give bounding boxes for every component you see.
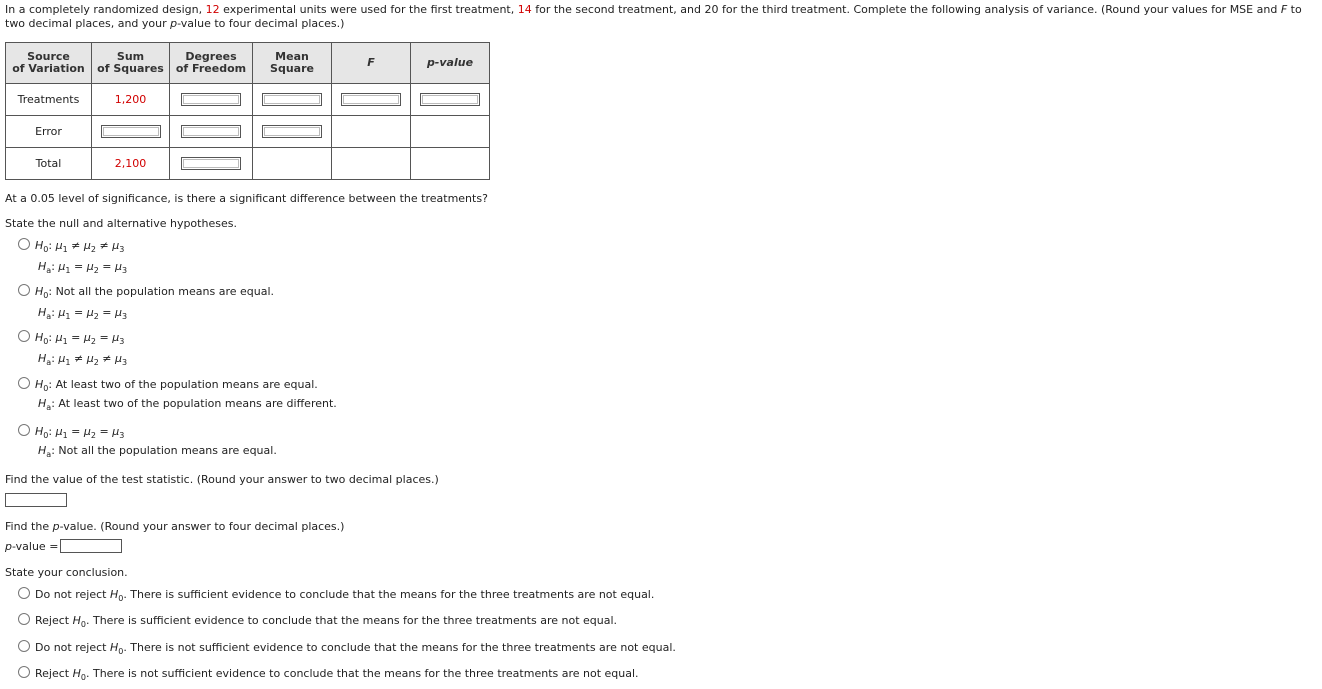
- radio-icon[interactable]: [18, 424, 30, 436]
- conclusion-option-4[interactable]: Reject $H_0$. There is not sufficient evidence to conclude that the means for the three treatments are not equal.: [18, 666, 639, 680]
- hypothesis-option-4[interactable]: $H_0$: At least two of the population means are equal.: [18, 377, 318, 391]
- hypothesis-option-4-alt: $H_a$: At least two of the population means are different.: [38, 397, 337, 412]
- radio-icon[interactable]: [18, 377, 30, 389]
- hypothesis-option-1[interactable]: $H_0$: $\mu_1 \ne \mu_2 \ne \mu_3$: [18, 238, 124, 252]
- header-df: Degrees of Freedom: [170, 43, 253, 84]
- treatments-label: Treatments: [6, 84, 92, 116]
- pvalue-label: p-value =: [5, 540, 59, 553]
- header-source: Source of Variation: [6, 43, 92, 84]
- question-intro: In a completely randomized design, 12 experimental units were used for the first treatment, 14 for the second treatment, and 20 for the third treatment. Complete the following analysis of variance. (Round your values for MSE and F to two decimal places, and your p-value to four decimal places.): [5, 3, 1302, 30]
- hypothesis-option-2[interactable]: $H_0$: Not all the population means are equal.: [18, 284, 274, 298]
- total-ss: 2,100: [92, 148, 170, 180]
- hypothesis-option-3[interactable]: $H_0$: $\mu_1 = \mu_2 = \mu_3$: [18, 330, 124, 344]
- n2-value: 14: [517, 3, 532, 16]
- header-f: F: [332, 43, 411, 84]
- radio-icon[interactable]: [18, 613, 30, 625]
- radio-icon[interactable]: [18, 238, 30, 250]
- table-row-error: [6, 116, 490, 148]
- error-label: Error: [6, 116, 92, 148]
- test-stat-question: Find the value of the test statistic. (Round your answer to two decimal places.): [5, 473, 439, 486]
- error-ss-input[interactable]: [101, 125, 161, 138]
- radio-icon[interactable]: [18, 330, 30, 342]
- f-input[interactable]: [341, 93, 401, 106]
- anova-table: [5, 42, 490, 180]
- table-pvalue-input[interactable]: [420, 93, 480, 106]
- radio-icon[interactable]: [18, 587, 30, 599]
- treatments-ms-input[interactable]: [262, 93, 322, 106]
- treatments-ss: 1,200: [92, 84, 170, 116]
- header-ss: Sum of Squares: [92, 43, 170, 84]
- pvalue-question: Find the p-value. (Round your answer to four decimal places.): [5, 520, 345, 533]
- conclusion-option-3[interactable]: Do not reject $H_0$. There is not sufficient evidence to conclude that the means for the three treatments are not equal.: [18, 640, 676, 654]
- radio-icon[interactable]: [18, 640, 30, 652]
- table-row-total: [6, 148, 490, 180]
- error-ms-input[interactable]: [262, 125, 322, 138]
- header-ms: Mean Square: [253, 43, 332, 84]
- hypotheses-question: State the null and alternative hypotheses.: [5, 217, 237, 230]
- radio-icon[interactable]: [18, 666, 30, 678]
- table-header-row: [6, 43, 490, 84]
- total-df-input[interactable]: [181, 157, 241, 170]
- significance-question: At a 0.05 level of significance, is there a significant difference between the treatments?: [5, 192, 488, 205]
- conclusion-option-1[interactable]: Do not reject $H_0$. There is sufficient evidence to conclude that the means for the three treatments are not equal.: [18, 587, 654, 601]
- test-stat-input[interactable]: [5, 493, 67, 507]
- hypothesis-option-5[interactable]: $H_0$: $\mu_1 = \mu_2 = \mu_3$: [18, 424, 124, 438]
- header-pvalue: p-value: [411, 43, 490, 84]
- hypothesis-option-3-alt: $H_a$: $\mu_1 \ne \mu_2 \ne \mu_3$: [38, 352, 128, 367]
- hypothesis-option-1-alt: $H_a$: $\mu_1 = \mu_2 = \mu_3$: [38, 260, 128, 275]
- n1-value: 12: [205, 3, 220, 16]
- treatments-df-input[interactable]: [181, 93, 241, 106]
- radio-icon[interactable]: [18, 284, 30, 296]
- hypothesis-option-2-alt: $H_a$: $\mu_1 = \mu_2 = \mu_3$: [38, 306, 128, 321]
- conclusion-question: State your conclusion.: [5, 566, 128, 579]
- conclusion-option-2[interactable]: Reject $H_0$. There is sufficient evidence to conclude that the means for the three treatments are not equal.: [18, 613, 617, 627]
- error-df-input[interactable]: [181, 125, 241, 138]
- hypothesis-option-5-alt: $H_a$: Not all the population means are equal.: [38, 444, 277, 459]
- table-row-treatments: [6, 84, 490, 116]
- total-label: Total: [6, 148, 92, 180]
- pvalue-input[interactable]: [60, 539, 122, 553]
